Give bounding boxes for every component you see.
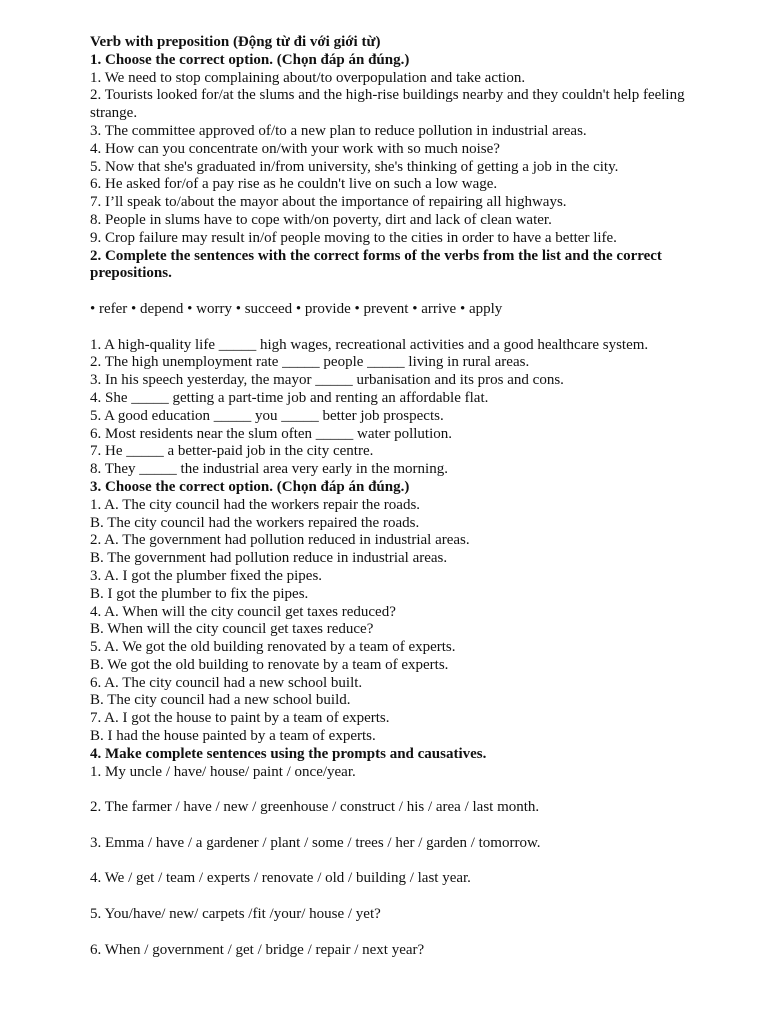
section3-option: 1. A. The city council had the workers repair the roads. [90,496,421,513]
section3-option: B. We got the old building to renovate by a team of experts. [90,656,449,673]
section1-item: 6. He asked for/of a pay rise as he couldn't live on such a low wage. [90,176,498,193]
section3-option: 2. A. The government had pollution reduced in industrial areas. [90,532,470,549]
section1-item: 5. Now that she's graduated in/from university, she's thinking of getting a job in the city. [90,158,619,175]
answer-space [90,888,700,906]
answer-space [90,781,700,799]
section4-prompt: 5. You/have/ new/ carpets /fit /your/ house / yet? [90,906,381,923]
section3-option: 5. A. We got the old building renovated by a team of experts. [90,639,456,656]
section2-item: 1. A high-quality life _____ high wages, recreational activities and a good healthcare system. [90,336,649,353]
section2-item: 4. She _____ getting a part-time job and renting an affordable flat. [90,389,489,406]
answer-space [90,817,700,835]
section3-option: 3. A. I got the plumber fixed the pipes. [90,567,323,584]
spacer [90,319,700,337]
section3-option: B. When will the city council get taxes reduce? [90,621,374,638]
section2-item: 2. The high unemployment rate _____ people _____ living in rural areas. [90,354,530,371]
section1-item: 7. I’ll speak to/about the mayor about the importance of repairing all highways. [90,194,567,211]
section2-item: 8. They _____ the industrial area very early in the morning. [90,461,448,478]
section4-prompt: 1. My uncle / have/ house/ paint / once/year. [90,763,356,780]
spacer [90,283,700,301]
section4-prompt: 6. When / government / get / bridge / repair / next year? [90,941,425,958]
answer-space [90,853,700,871]
section3-heading: 3. Choose the correct option. (Chọn đáp án đúng.) [90,478,410,495]
section3-option: B. I got the plumber to fix the pipes. [90,585,309,602]
section1-item: 2. Tourists looked for/at the slums and the high-rise buildings nearby and they couldn't help feeling strange. [90,87,685,122]
section3-option: B. I had the house painted by a team of experts. [90,728,376,745]
section1-item: 3. The committee approved of/to a new plan to reduce pollution in industrial areas. [90,122,587,139]
section3-option: B. The government had pollution reduce in industrial areas. [90,550,448,567]
section4-prompt: 3. Emma / have / a gardener / plant / some / trees / her / garden / tomorrow. [90,834,541,851]
section2-item: 3. In his speech yesterday, the mayor _____ urbanisation and its pros and cons. [90,372,564,389]
section2-item: 6. Most residents near the slum often _____ water pollution. [90,425,453,442]
section1-item: 8. People in slums have to cope with/on poverty, dirt and lack of clean water. [90,211,552,228]
section3-option: B. The city council had a new school build. [90,692,351,709]
section3-option: 4. A. When will the city council get taxes reduced? [90,603,396,620]
verb-word-list: • refer • depend • worry • succeed • provide • prevent • arrive • apply [90,300,503,317]
section1-item: 9. Crop failure may result in/of people moving to the cities in order to have a better life. [90,229,617,246]
worksheet-title: Verb with preposition (Động từ đi với giới từ) [90,34,381,50]
answer-space [90,924,700,942]
section1-heading: 1. Choose the correct option. (Chọn đáp án đúng.) [90,51,410,68]
section3-option: 7. A. I got the house to paint by a team of experts. [90,710,390,727]
section2-item: 5. A good education _____ you _____ better job prospects. [90,407,444,424]
section3-option: B. The city council had the workers repaired the roads. [90,514,420,531]
section4-prompt: 2. The farmer / have / new / greenhouse / construct / his / area / last month. [90,799,540,816]
section2-heading: 2. Complete the sentences with the correct forms of the verbs from the list and the correct prepositions. [90,247,662,282]
section4-prompt: 4. We / get / team / experts / renovate / old / building / last year. [90,870,471,887]
section4-heading: 4. Make complete sentences using the prompts and causatives. [90,745,487,762]
section2-item: 7. He _____ a better-paid job in the city centre. [90,443,374,460]
worksheet-page [90,34,700,959]
section3-option: 6. A. The city council had a new school built. [90,674,363,691]
section1-item: 4. How can you concentrate on/with your work with so much noise? [90,140,500,157]
section1-item: 1. We need to stop complaining about/to overpopulation and take action. [90,69,526,86]
